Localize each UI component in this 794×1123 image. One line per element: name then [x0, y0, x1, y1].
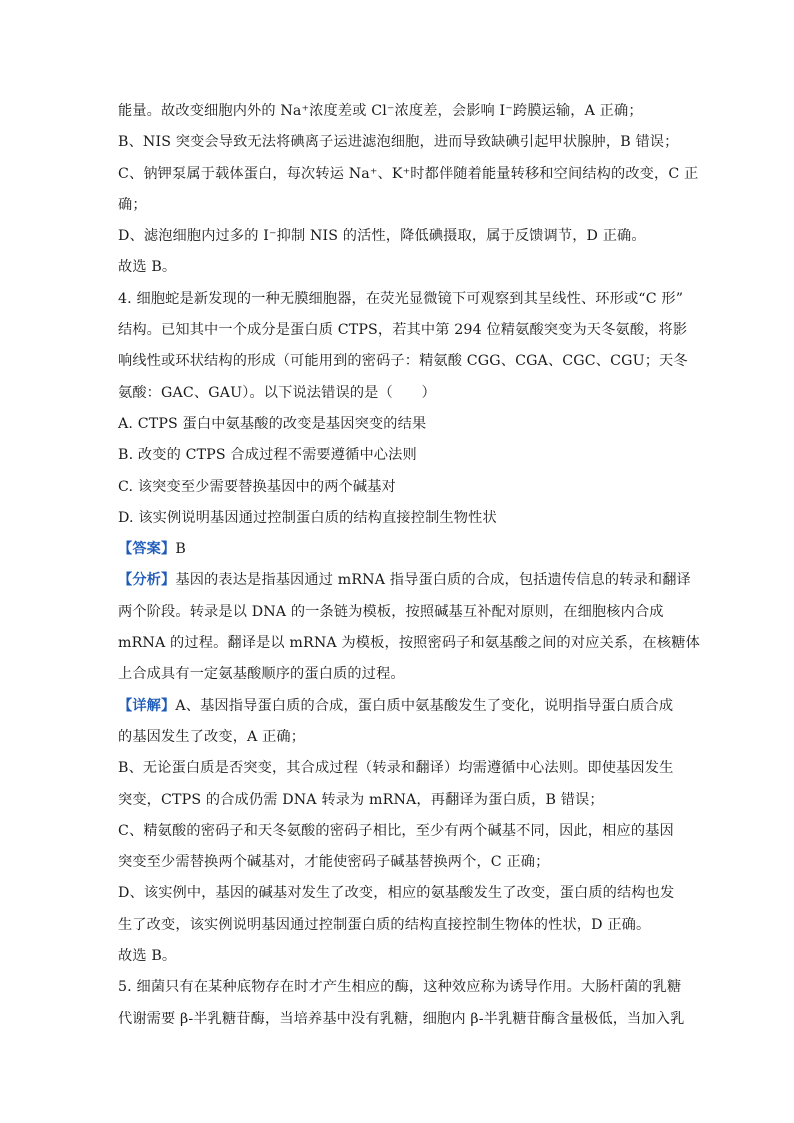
answer-line: 【答案】B [118, 541, 186, 558]
text-line: 结构。已知其中一个成分是蛋白质 CTPS，若其中第 294 位精氨酸突变为天冬氨酸，将影 [118, 322, 688, 339]
text-line: 突变至少需替换两个碱基对，才能使密码子碱基替换两个，C 正确； [118, 854, 550, 871]
document-body [118, 96, 700, 1035]
explanation-line: 【详解】A、基因指导蛋白质的合成，蛋白质中氨基酸发生了变化，说明指导蛋白质合成 [118, 697, 674, 714]
analysis-line: 【分析】基因的表达是指基因通过 mRNA 指导蛋白质的合成，包括遗传信息的转录和翻译 [118, 572, 691, 589]
text-line: 代谢需要 β-半乳糖苷酶，当培养基中没有乳糖，细胞内 β-半乳糖苷酶含量极低，当加入乳 [118, 1010, 685, 1027]
text-line: 确； [118, 196, 147, 213]
text-line: 故选 B。 [118, 948, 177, 965]
option-b: B. 改变的 CTPS 合成过程不需要遵循中心法则 [118, 447, 417, 464]
text-line: 的基因发生了改变，A 正确； [118, 728, 306, 745]
answer-tag: 【答案】 [118, 541, 176, 558]
text-line: 氨酸：GAC、GAU）。以下说法错误的是（ ） [118, 384, 436, 401]
text-line: 生了改变，该实例说明基因通过控制蛋白质的结构直接控制生物体的性状，D 正确。 [118, 916, 651, 933]
question-4-stem: 4. 细胞蛇是新发现的一种无膜细胞器，在荧光显微镜下可观察到其呈线性、环形或“C 形” [118, 290, 684, 307]
option-d: D. 该实例说明基因通过控制蛋白质的结构直接控制生物性状 [118, 509, 497, 526]
text-line: mRNA 的过程。翻译是以 mRNA 为模板，按照密码子和氨基酸之间的对应关系，在核糖体 [118, 635, 700, 652]
analysis-tag: 【分析】 [118, 572, 176, 589]
text-line: 上合成具有一定氨基酸顺序的蛋白质的过程。 [118, 666, 405, 683]
option-a: A. CTPS 蛋白中氨基酸的改变是基因突变的结果 [118, 415, 427, 432]
text-line: B、NIS 突变会导致无法将碘离子运进滤泡细胞，进而导致缺碘引起甲状腺肿，B 错误； [118, 134, 679, 151]
text-line: D、该实例中，基因的碱基对发生了改变，相应的氨基酸发生了改变，蛋白质的结构也发 [118, 885, 675, 902]
text-line: 两个阶段。转录是以 DNA 的一条链为模板，按照碱基互补配对原则，在细胞核内合成 [118, 603, 664, 620]
text-line: B、无论蛋白质是否突变，其合成过程（转录和翻译）均需遵循中心法则。即使基因发生 [118, 760, 674, 777]
text-line: 能量。故改变细胞内外的 Na⁺浓度差或 Cl⁻浓度差，会影响 I⁻跨膜运输，A 正确； [118, 103, 643, 119]
text-line: 故选 B。 [118, 259, 177, 276]
text-line: 突变，CTPS 的合成仍需 DNA 转录为 mRNA，再翻译为蛋白质，B 错误； [118, 791, 604, 808]
text-line: 响线性或环状结构的形成（可能用到的密码子：精氨酸 CGG、CGA、CGC、CGU；天冬 [118, 353, 688, 370]
explanation-tag: 【详解】 [118, 697, 176, 714]
option-c: C. 该突变至少需要替换基因中的两个碱基对 [118, 478, 396, 495]
text-line: D、滤泡细胞内过多的 I⁻抑制 NIS 的活性，降低碘摄取，属于反馈调节，D 正确。 [118, 228, 646, 245]
question-5-stem: 5. 细菌只有在某种底物存在时才产生相应的酶，这种效应称为诱导作用。大肠杆菌的乳糖 [118, 979, 682, 996]
text-line: C、精氨酸的密码子和天冬氨酸的密码子相比，至少有两个碱基不同，因此，相应的基因 [118, 822, 674, 839]
text-line: C、钠钾泵属于载体蛋白，每次转运 Na⁺、K⁺时都伴随着能量转移和空间结构的改变，C 正 [118, 165, 699, 182]
